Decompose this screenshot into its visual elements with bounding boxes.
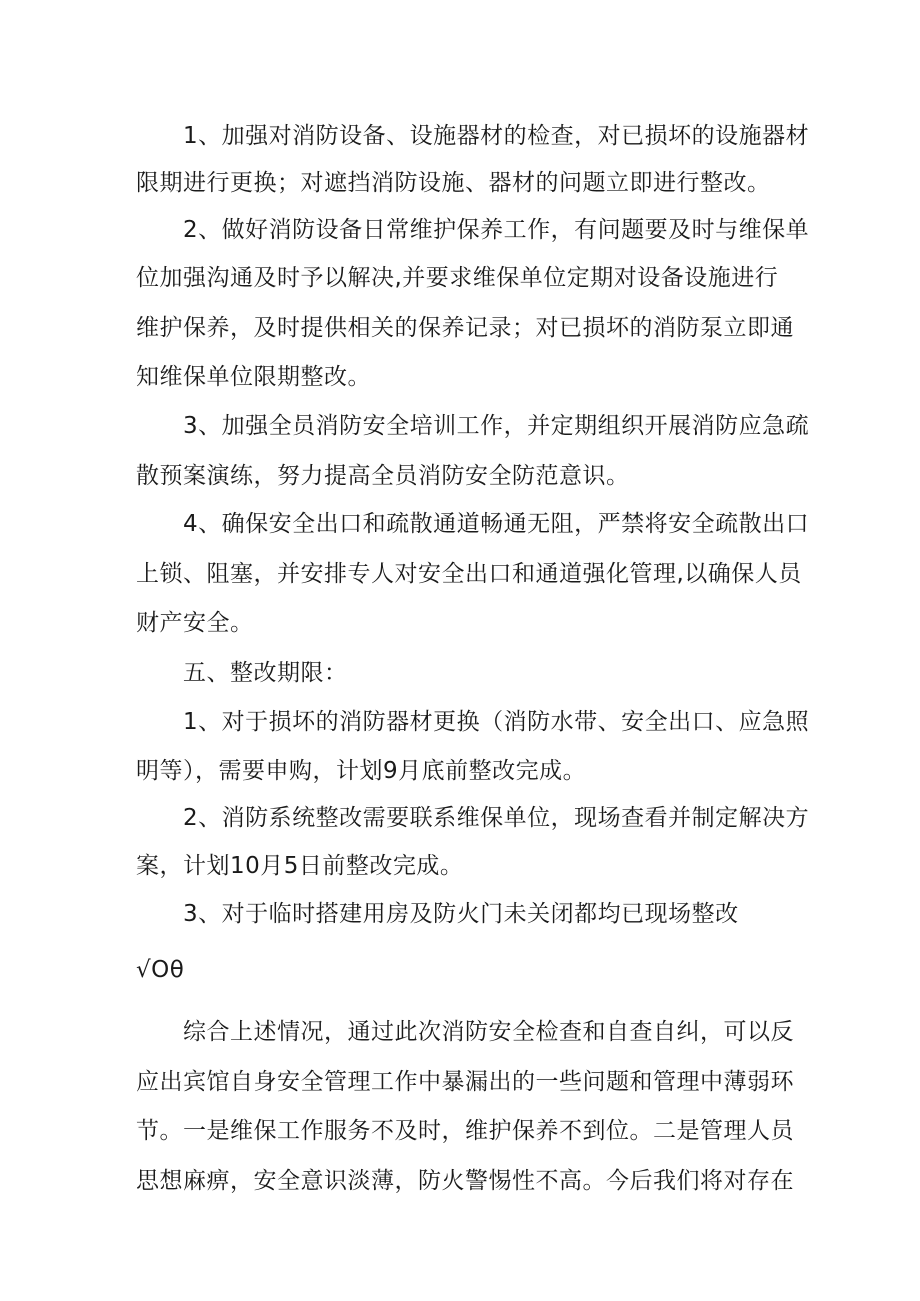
text-line: √Oθ [136, 957, 185, 983]
text-line: 维护保养，及时提供相关的保养记录；对已损坏的消防泵立即通 [136, 315, 794, 341]
text-line: 上锁、阻塞，并安排专人对安全出口和通道强化管理,以确保人员 [136, 561, 802, 587]
text-line: 思想麻痹，安全意识淡薄，防火警惕性不高。今后我们将对存在 [136, 1168, 794, 1194]
text-line: 1、加强对消防设备、设施器材的检查，对已损坏的设施器材 [183, 123, 810, 149]
text-line: 4、确保安全出口和疏散通道畅通无阻，严禁将安全疏散出口 [183, 511, 810, 537]
text-line: 位加强沟通及时予以解决,并要求维保单位定期对设备设施进行 [136, 265, 779, 291]
text-line: 明等），需要申购，计划9月底前整改完成。 [136, 758, 587, 784]
section-heading: 五、整改期限： [183, 660, 348, 686]
text-line: 2、做好消防设备日常维护保养工作，有问题要及时与维保单 [183, 217, 810, 243]
text-line: 3、加强全员消防安全培训工作，并定期组织开展消防应急疏 [183, 413, 810, 439]
text-line: 案，计划10月5日前整改完成。 [136, 853, 464, 879]
text-line: 2、消防系统整改需要联系维保单位，现场查看并制定解决方 [183, 805, 810, 831]
text-line: 1、对于损坏的消防器材更换（消防水带、安全出口、应急照 [183, 709, 810, 735]
text-line: 3、对于临时搭建用房及防火门未关闭都均已现场整改 [183, 901, 739, 927]
text-line: 节。一是维保工作服务不及时，维护保养不到位。二是管理人员 [136, 1118, 794, 1144]
text-line: 限期进行更换；对遮挡消防设施、器材的问题立即进行整改。 [136, 170, 771, 196]
text-line: 财产安全。 [136, 610, 254, 636]
text-line: 散预案演练，努力提高全员消防安全防范意识。 [136, 463, 630, 489]
text-line: 综合上述情况，通过此次消防安全检查和自查自纠，可以反 [183, 1019, 794, 1045]
text-line: 应出宾馆自身安全管理工作中暴漏出的一些问题和管理中薄弱环 [136, 1069, 794, 1095]
text-line: 知维保单位限期整改。 [136, 364, 371, 390]
